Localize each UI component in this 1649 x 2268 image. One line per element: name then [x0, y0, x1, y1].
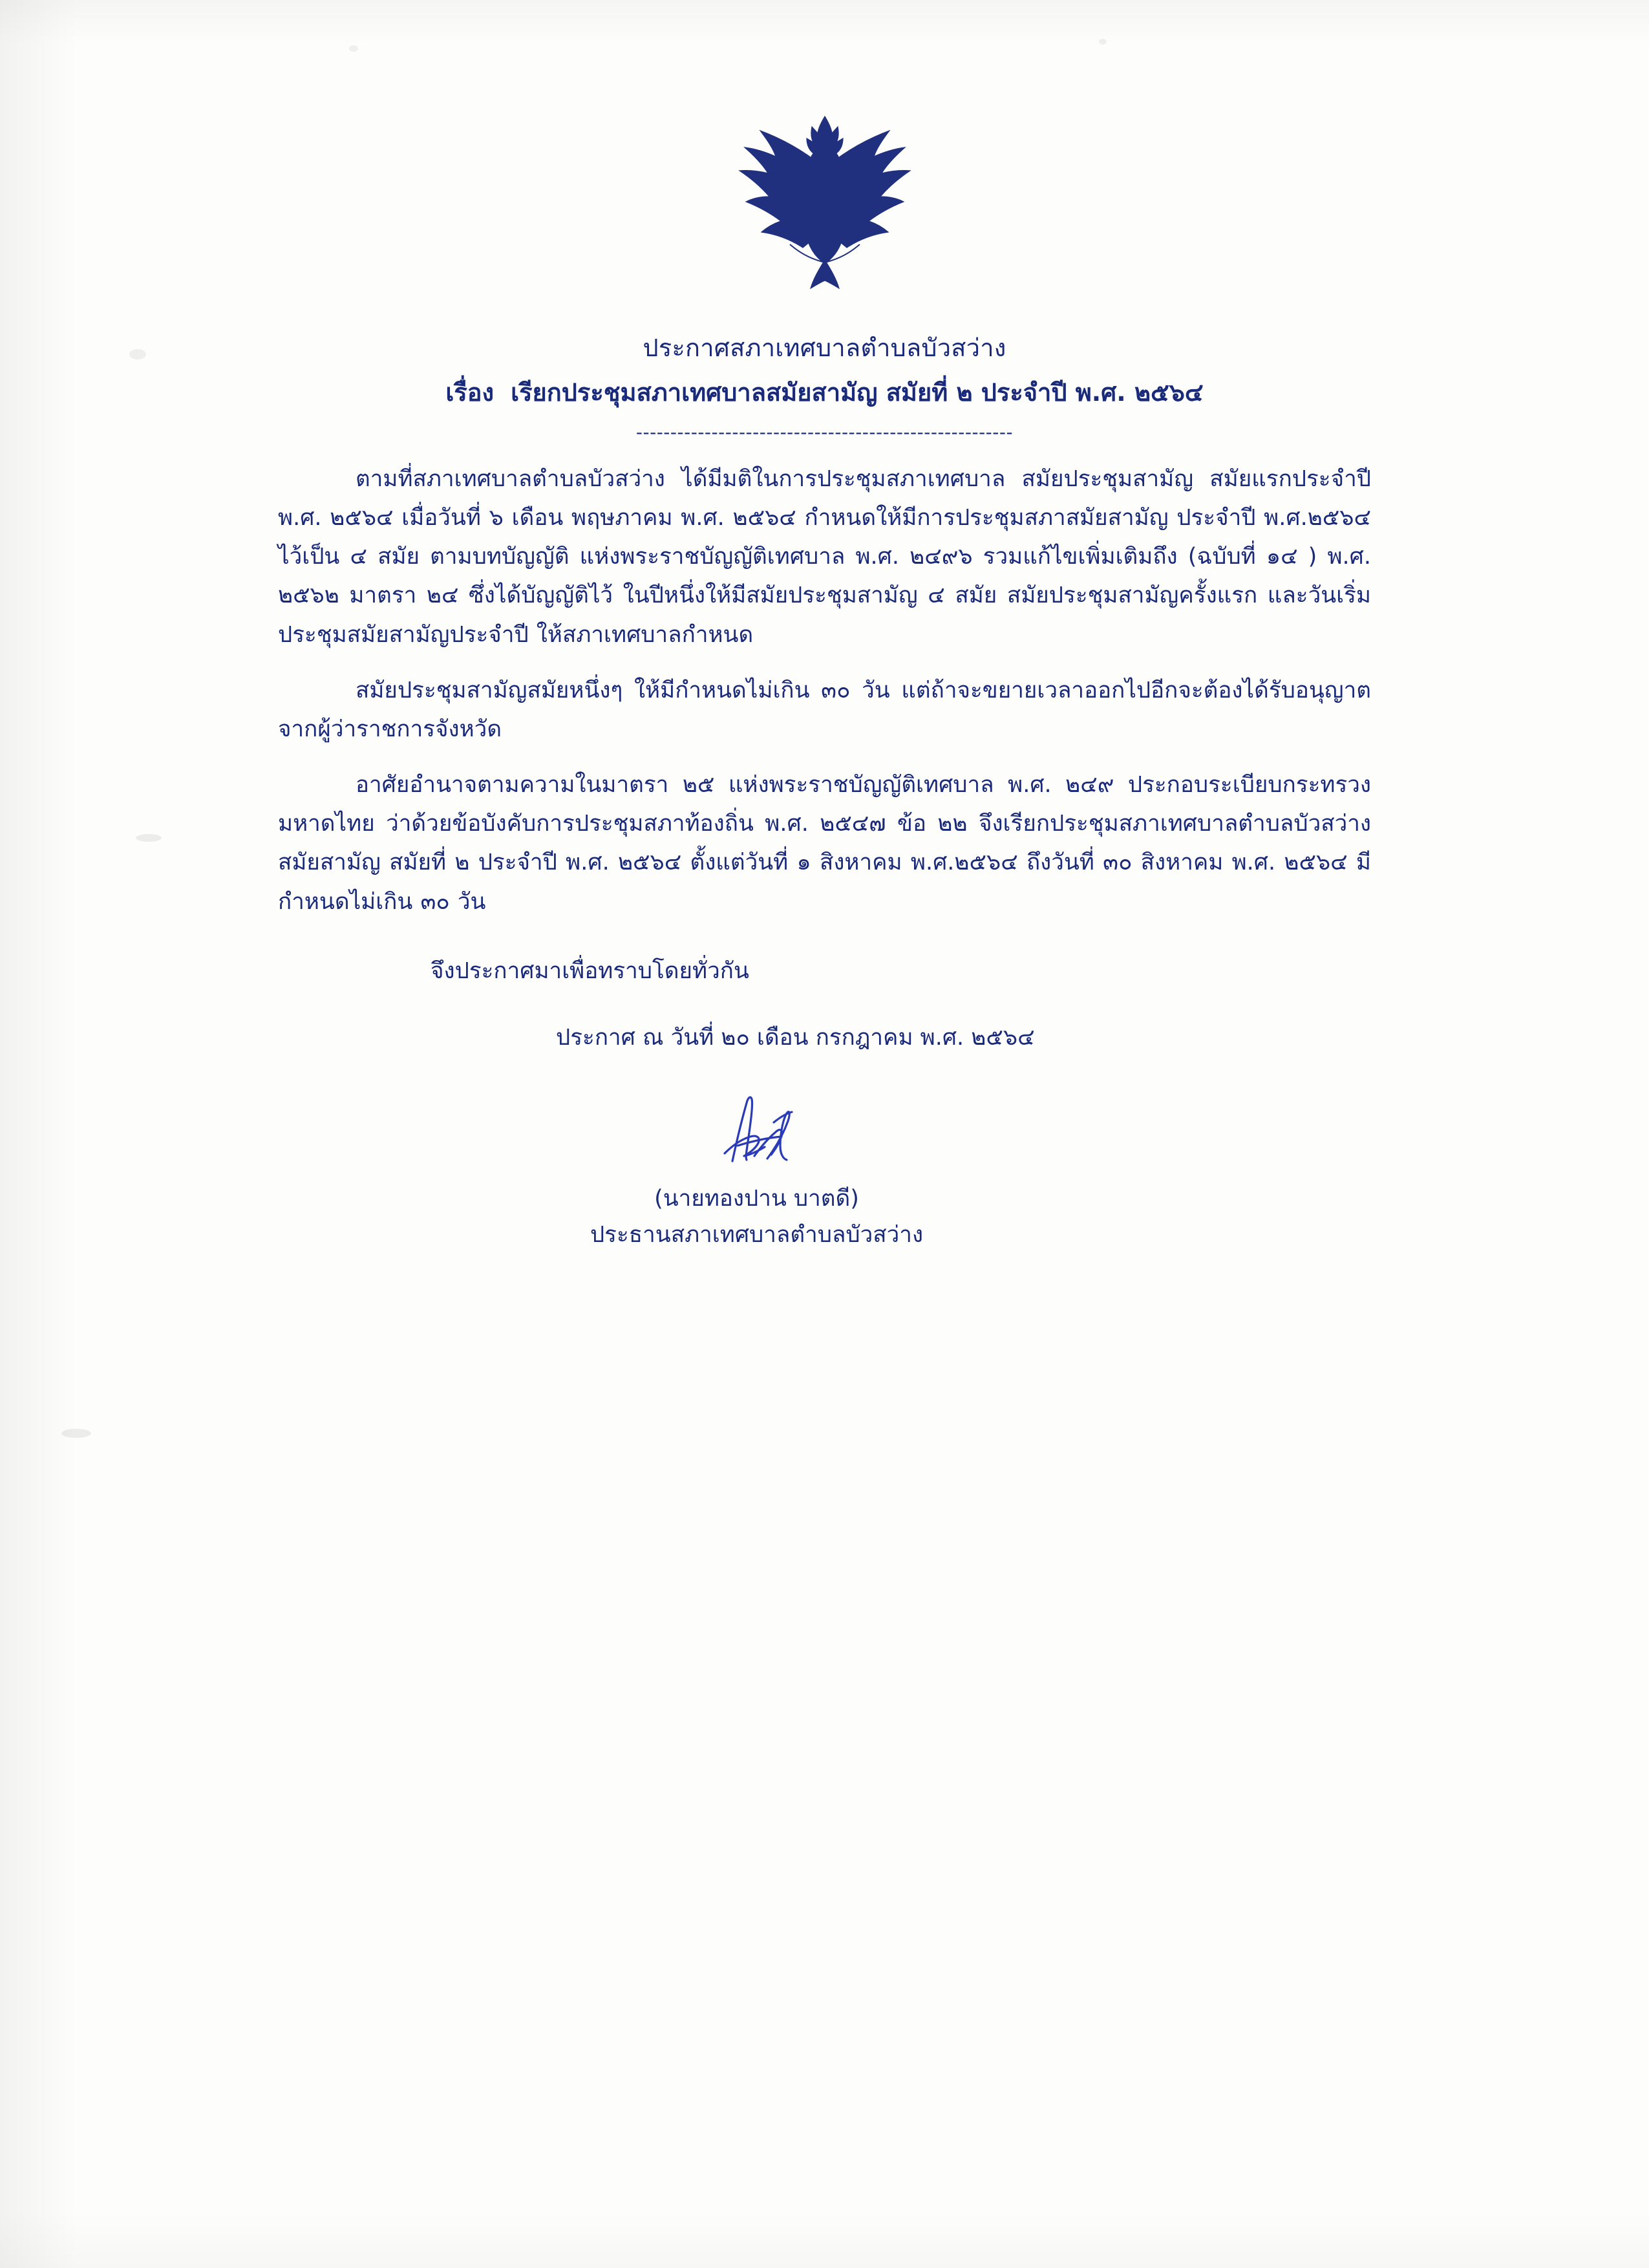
subject-text: เรียกประชุมสภาเทศบาลสมัยสามัญ สมัยที่ ๒ ประจำปี พ.ศ. ๒๕๖๔	[511, 378, 1204, 407]
scan-artifact	[61, 1429, 91, 1438]
scan-artifact	[349, 45, 358, 52]
closing-statement: จึงประกาศมาเพื่อทราบโดยทั่วกัน	[431, 957, 749, 984]
scan-artifact	[1099, 39, 1107, 45]
scan-shadow-top	[0, 0, 1649, 45]
signature-block	[278, 1084, 1371, 1253]
subject-label: เรื่อง	[445, 378, 495, 407]
document-body	[0, 330, 1649, 1253]
scan-shadow-bottom	[0, 2210, 1649, 2268]
divider: -------------------------------------------------------	[635, 421, 1014, 443]
signer-name: (นายทองปาน บาตดี)	[654, 1185, 859, 1212]
paragraph-1: ตามที่สภาเทศบาลตำบลบัวสว่าง ได้มีมติในการประชุมสภาเทศบาล สมัยประชุมสามัญ สมัยแรกประจำปี พ.ศ. ๒๕๖๔ เมื่อวันที่ ๖ เดือน พฤษภาคม พ.ศ. ๒๕๖๔ กำหนดให้มีการประชุมสภาสมัยสามัญ ประจำปี พ.ศ.๒๕๖๔ ไว้เป็น ๔ สมัย ตามบทบัญญัติ แห่งพระราชบัญญัติเทศบาล พ.ศ. ๒๔๙๖ รวมแก้ไขเพิ่มเติมถึง (ฉบับที่ ๑๔ ) พ.ศ. ๒๕๖๒ มาตรา ๒๔ ซึ่งได้บัญญัติไว้ ในปีหนึ่งให้มีสมัยประชุมสามัญ ๔ สมัย สมัยประชุมสามัญครั้งแรก และวันเริ่มประชุมสมัยสามัญประจำปี ให้สภาเทศบาลกำหนด	[278, 465, 1371, 648]
paragraph-2: สมัยประชุมสามัญสมัยหนึ่งๆ ให้มีกำหนดไม่เกิน ๓๐ วัน แต่ถ้าจะขยายเวลาออกไปอีกจะต้องได้รับอนุญาตจากผู้ว่าราชการจังหวัด	[278, 677, 1371, 742]
announcement-date: ประกาศ ณ วันที่ ๒๐ เดือน กรกฎาคม พ.ศ. ๒๕๖๔	[556, 1025, 1035, 1051]
signer-role: ประธานสภาเทศบาลตำบลบัวสว่าง	[590, 1221, 924, 1248]
paragraph-3: อาศัยอำนาจตามความในมาตรา ๒๕ แห่งพระราชบัญญัติเทศบาล พ.ศ. ๒๔๙ ประกอบระเบียบกระทรวงมหาดไทย ว่าด้วยข้อบังคับการประชุมสภาท้องถิ่น พ.ศ. ๒๕๔๗ ข้อ ๒๒ จึงเรียกประชุมสภาเทศบาลตำบลบัวสว่าง สมัยสามัญ สมัยที่ ๒ ประจำปี พ.ศ. ๒๕๖๔ ตั้งแต่วันที่ ๑ สิงหาคม พ.ศ.๒๕๖๔ ถึงวันที่ ๓๐ สิงหาคม พ.ศ. ๒๕๖๔ มีกำหนดไม่เกิน ๓๐ วัน	[278, 772, 1371, 915]
subject-line	[278, 373, 1371, 412]
handwritten-signature-icon	[278, 1084, 1235, 1181]
page-title: ประกาศสภาเทศบาลตำบลบัวสว่าง	[643, 334, 1006, 362]
garuda-emblem-icon	[728, 91, 922, 304]
